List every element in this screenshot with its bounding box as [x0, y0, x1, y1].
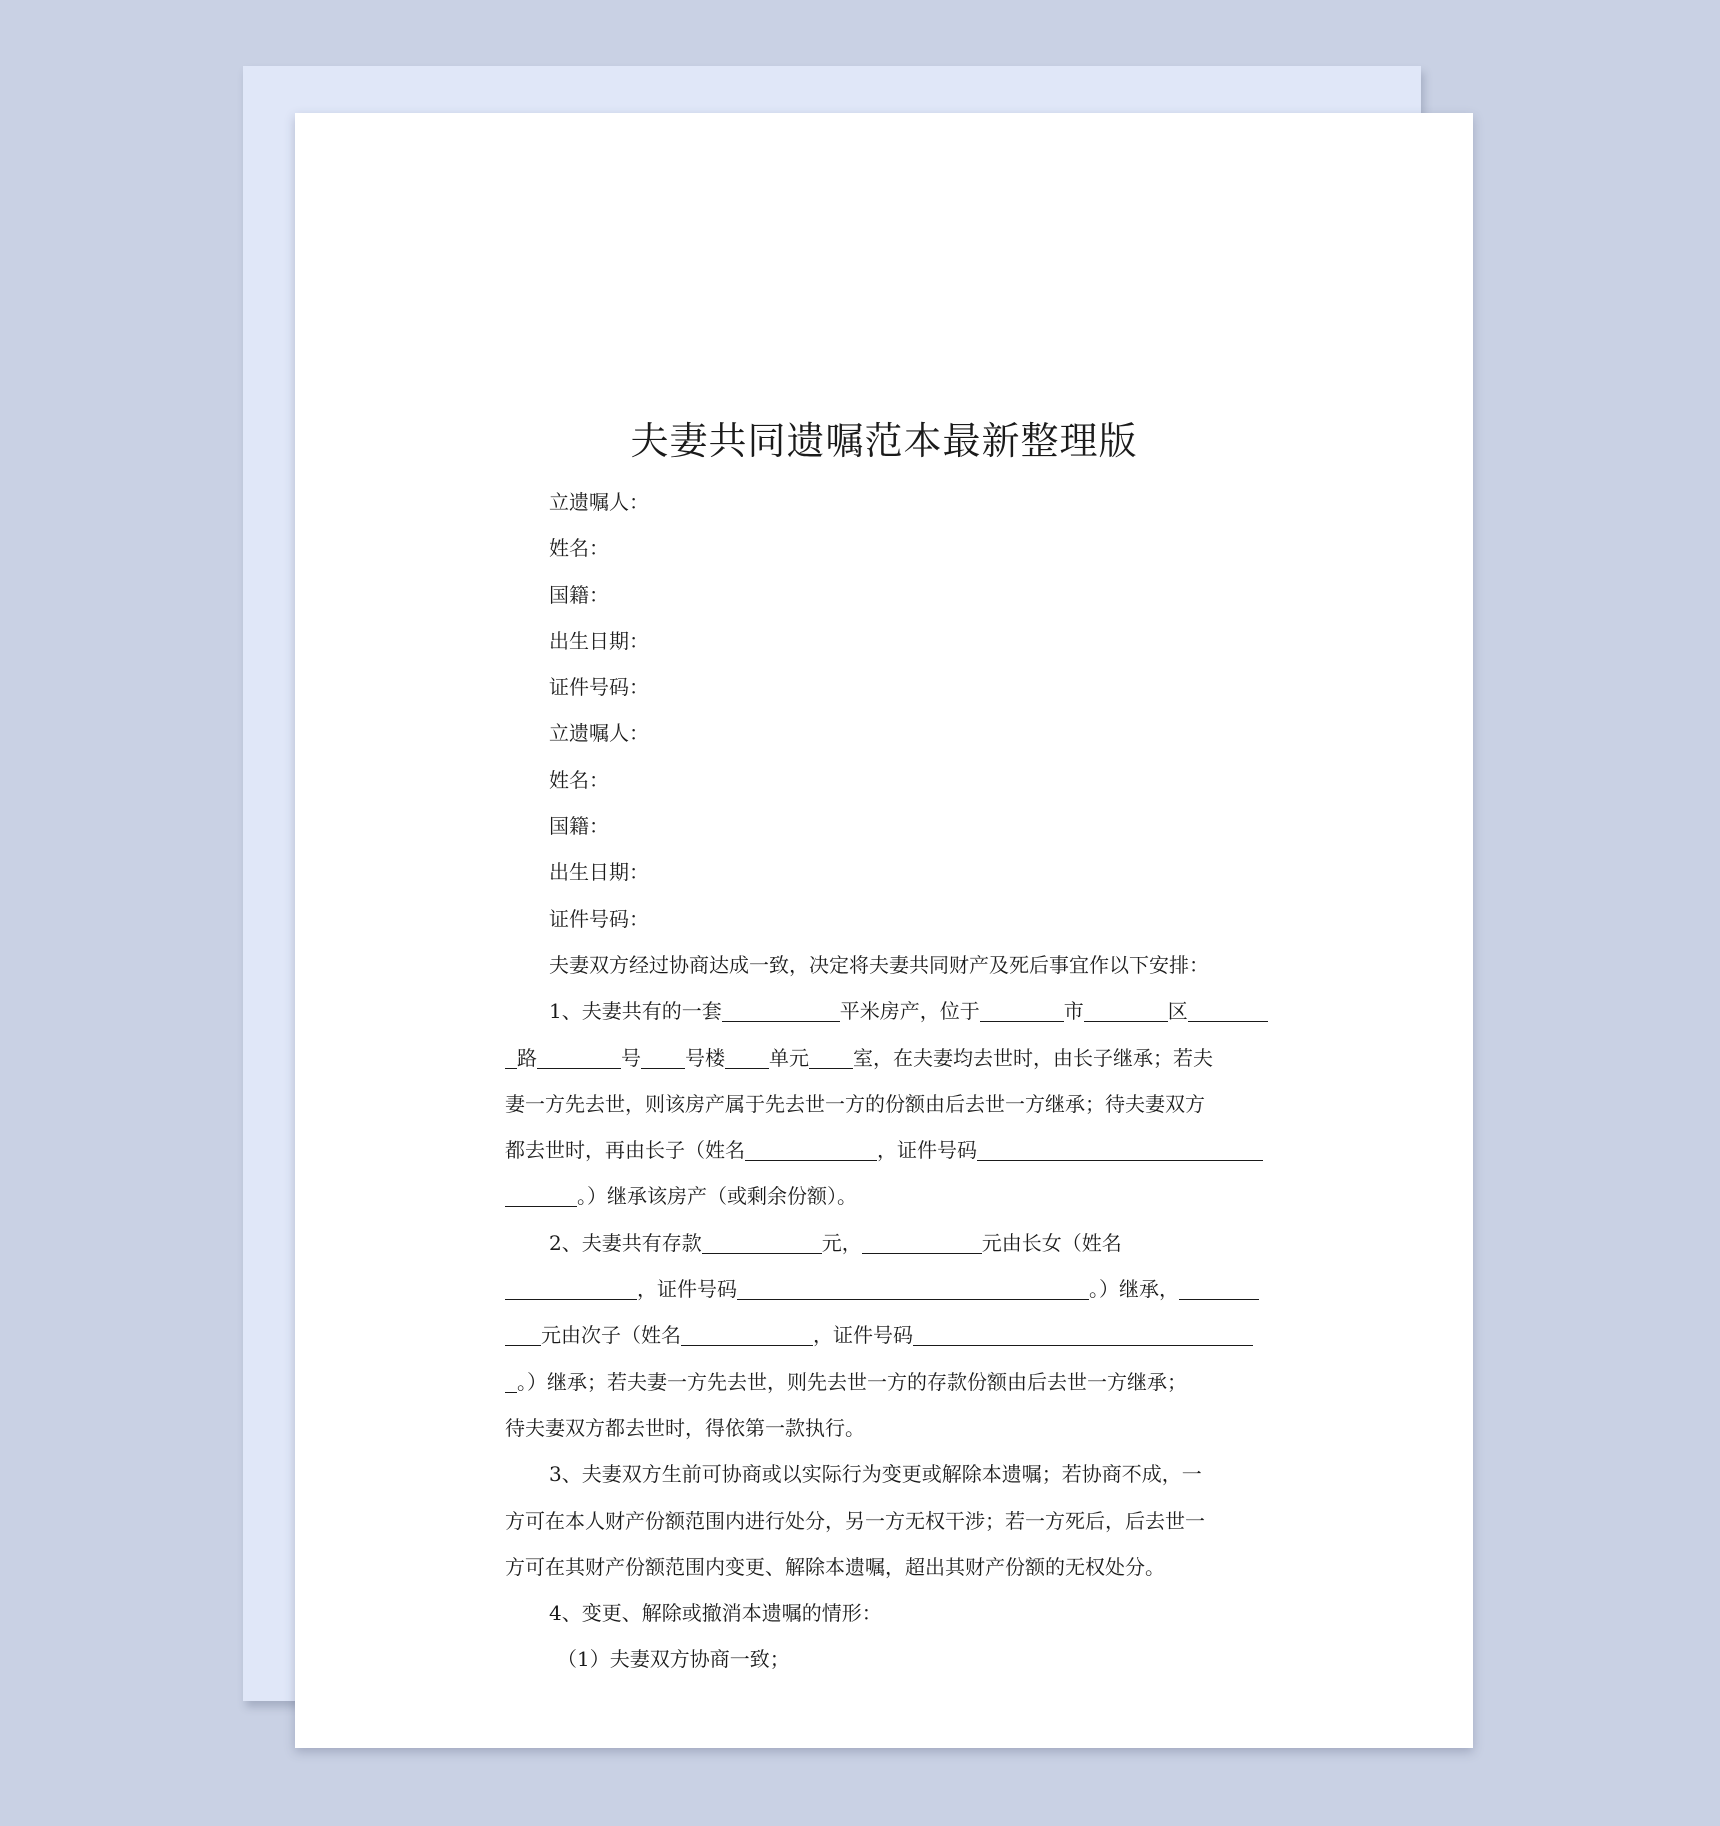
clause1-text: 区 [1167, 999, 1188, 1024]
testator2-label: 立遗嘱人： [549, 721, 649, 746]
clause1-text: 市 [1063, 999, 1084, 1024]
clause2-text: 。）继承；若夫妻一方先去世，则先去世一方的存款份额由后去世一方继承； [517, 1369, 1187, 1394]
testator2-nationality-label: 国籍： [549, 814, 609, 839]
testator2-id-label: 证件号码： [549, 906, 649, 931]
number-blank [537, 1044, 621, 1069]
second-son-amount-blank [1179, 1275, 1259, 1300]
clause2-text: ，证件号码 [637, 1277, 737, 1302]
clause3-line1: 3、夫妻双方生前可协商或以实际行为变更或解除本遗嘱；若协商不成，一 [549, 1462, 1202, 1487]
clause2-text: 元由次子（姓名 [541, 1323, 681, 1348]
clause1-text: 号 [621, 1045, 641, 1070]
clause2-text: 元由长女（姓名 [981, 1230, 1122, 1255]
clause1-text: 单元 [769, 1045, 809, 1070]
daughter-name-blank [505, 1275, 637, 1300]
testator1-label: 立遗嘱人： [549, 490, 649, 514]
daughter-id-blank [737, 1275, 1089, 1300]
city-blank [980, 997, 1064, 1022]
second-son-id-blank-cont [505, 1368, 517, 1393]
clause2-text: 元， [821, 1230, 862, 1255]
second-son-name-blank [681, 1321, 813, 1346]
testator2-name-label: 姓名： [549, 767, 609, 792]
clause2-line5: 待夫妻双方都去世时，得依第一款执行。 [505, 1415, 865, 1440]
clause1-text: 都去世时，再由长子（姓名 [505, 1138, 745, 1163]
testator1-nationality-label: 国籍： [549, 582, 609, 607]
testator1-id-label: 证件号码： [549, 675, 649, 700]
clause3-line2: 方可在本人财产份额范围内进行处分，另一方无权干涉；若一方死后，后去世一 [505, 1508, 1205, 1533]
intro-paragraph: 夫妻双方经过协商达成一致，决定将夫妻共同财产及死后事宜作以下安排： [549, 952, 1209, 977]
clause1-text: 1、夫妻共有的一套 [549, 999, 722, 1024]
clause3-line3: 方可在其财产份额范围内变更、解除本遗嘱，超出其财产份额的无权处分。 [505, 1554, 1165, 1579]
clause2-text: 2、夫妻共有存款 [549, 1230, 702, 1255]
clause1-text: 号楼 [685, 1045, 725, 1070]
testator2-birth-label: 出生日期： [549, 860, 649, 885]
clause4-line1: 4、变更、解除或撤消本遗嘱的情形： [549, 1601, 882, 1626]
clause4-item1: （1）夫妻双方协商一致； [557, 1647, 790, 1672]
area-blank [722, 997, 840, 1022]
clause2-text: 。）继承， [1089, 1277, 1179, 1302]
clause2-text: ，证件号码 [813, 1323, 913, 1348]
front-paper-sheet [295, 113, 1473, 1748]
road-blank-cont [505, 1044, 517, 1069]
district-blank [1084, 997, 1168, 1022]
clause1-line5 [505, 1173, 1257, 1219]
clause2-line3 [505, 1312, 1257, 1358]
clause1-text: 。）继承该房产（或剩余份额）。 [577, 1184, 857, 1209]
deposit-total-blank [702, 1229, 822, 1254]
son-id-blank-cont [505, 1182, 577, 1207]
unit-blank [725, 1044, 769, 1069]
daughter-amount-blank [862, 1229, 982, 1254]
clause1-line2 [505, 1035, 1257, 1081]
building-blank [641, 1044, 685, 1069]
testator1-birth-label: 出生日期： [549, 628, 649, 653]
second-son-id-blank [913, 1321, 1253, 1346]
document-title: 夫妻共同遗嘱范本最新整理版 [630, 419, 1138, 463]
son-id-blank [977, 1136, 1263, 1161]
son-name-blank [745, 1136, 877, 1161]
clause1-text: 室，在夫妻均去世时，由长子继承；若夫 [853, 1045, 1213, 1070]
clause2-line4 [505, 1359, 1257, 1405]
clause1-text: 平米房产，位于 [839, 999, 980, 1024]
clause1-line4 [505, 1127, 1257, 1173]
testator1-name-label: 姓名： [549, 536, 609, 561]
clause1-line1 [505, 988, 1257, 1034]
document-body [505, 479, 1257, 1683]
road-blank [1188, 997, 1268, 1022]
clause2-line1 [505, 1220, 1257, 1266]
second-son-amount-blank-cont [505, 1321, 541, 1346]
clause1-text: ，证件号码 [877, 1138, 977, 1163]
room-blank [809, 1044, 853, 1069]
clause1-text: 路 [517, 1045, 537, 1070]
clause2-line2 [505, 1266, 1257, 1312]
clause1-line3: 妻一方先去世，则该房产属于先去世一方的份额由后去世一方继承；待夫妻双方 [505, 1091, 1205, 1116]
